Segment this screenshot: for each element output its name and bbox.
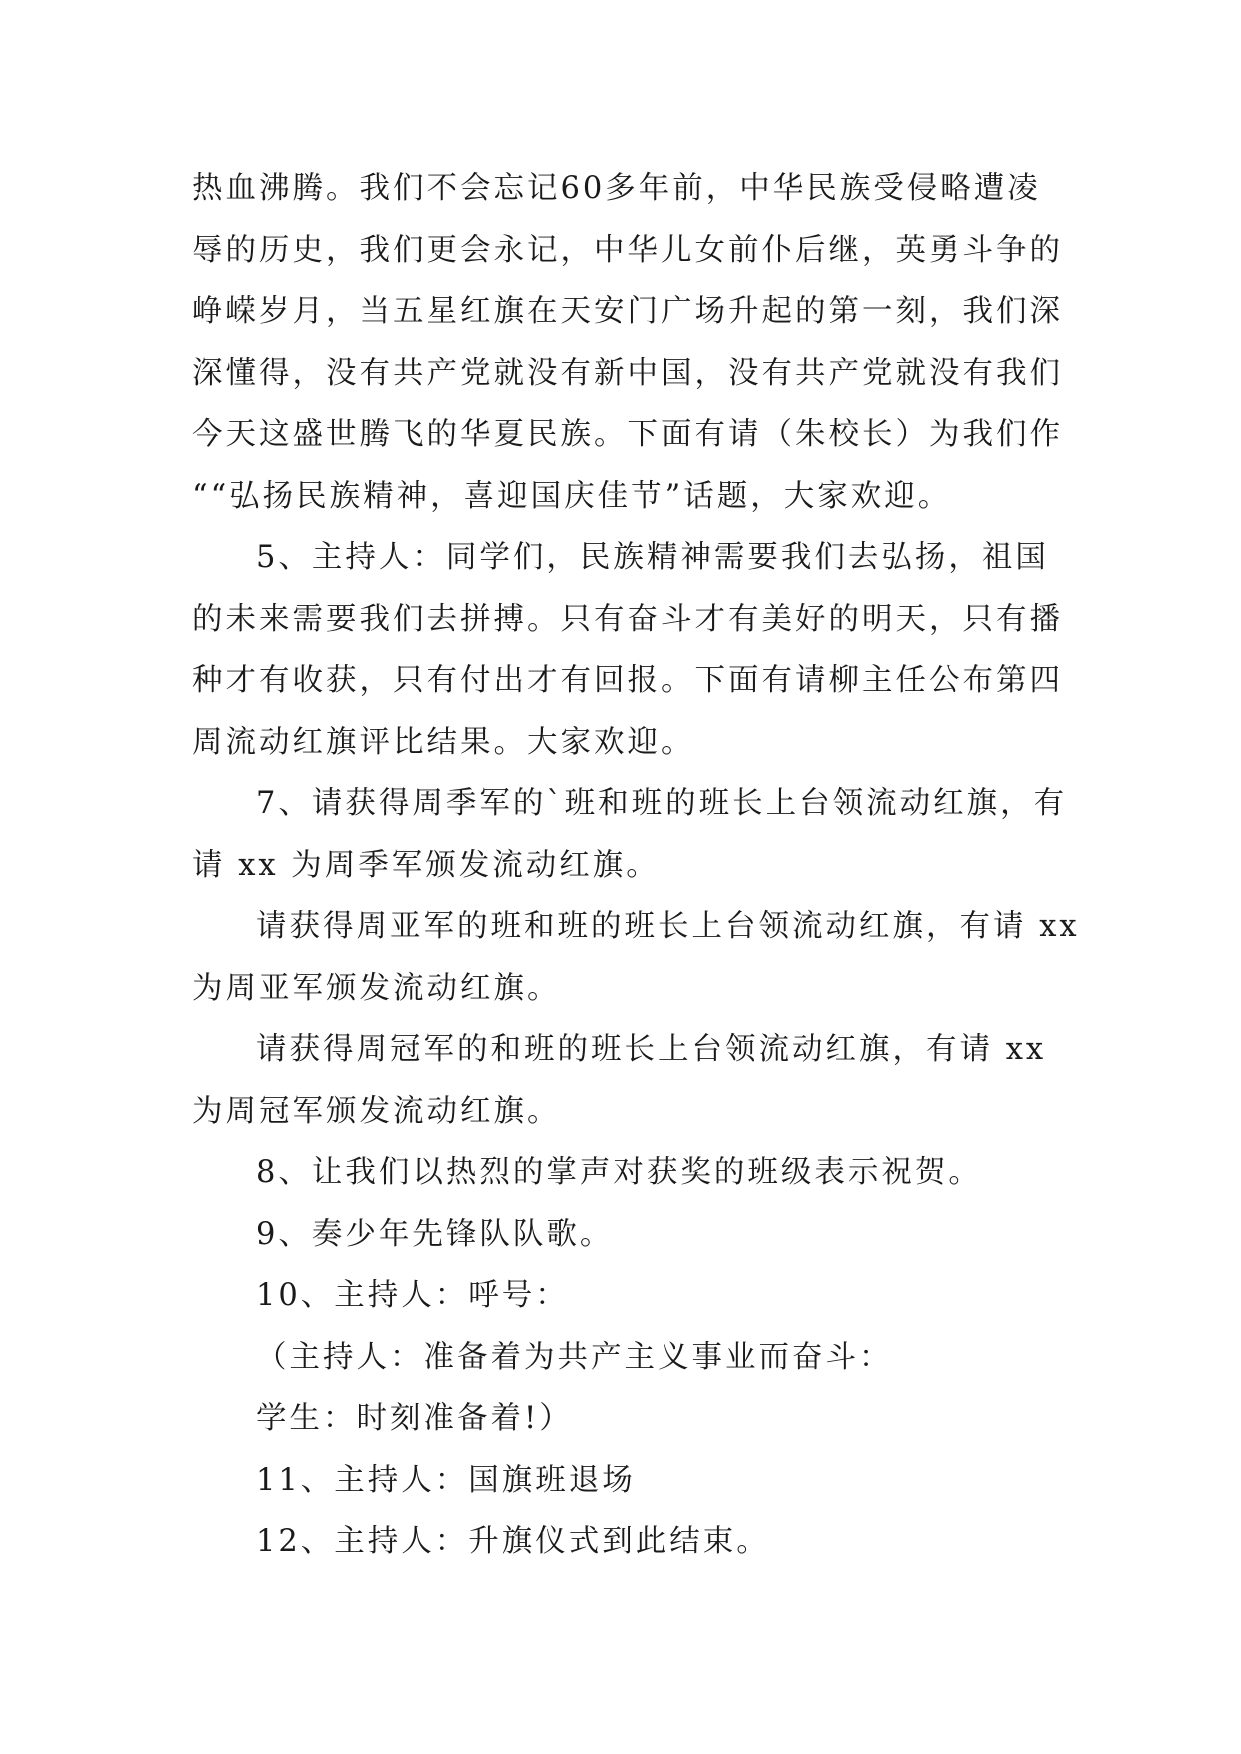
item-7-line: 7、请获得周季军的`班和班的班长上台领流动红旗，有 [256, 786, 1068, 821]
item-8-line: 8、让我们以热烈的掌声对获奖的班级表示祝贺。 [256, 1155, 982, 1190]
body-line: 种才有收获，只有付出才有回报。下面有请柳主任公布第四 [192, 663, 1063, 698]
item-11-line: 11、主持人：国旗班退场 [256, 1462, 636, 1498]
body-line: 为周亚军颁发流动红旗。 [192, 970, 561, 1006]
document-body [192, 158, 1080, 1573]
body-line: ““弘扬民族精神，喜迎国庆佳节”话题，大家欢迎。 [192, 478, 952, 514]
item-12-line: 12、主持人：升旗仪式到此结束。 [256, 1524, 770, 1559]
body-line: 请 xx 为周季军颁发流动红旗。 [192, 847, 660, 883]
champion-line: 请获得周冠军的和班的班长上台领流动红旗，有请 xx [256, 1032, 1047, 1067]
item-9-line: 9、奏少年先锋队队歌。 [256, 1216, 614, 1252]
body-line: 今天这盛世腾飞的华夏民族。下面有请（朱校长）为我们作 [192, 417, 1063, 452]
host-slogan-line: （主持人：准备着为共产主义事业而奋斗： [256, 1339, 893, 1375]
student-reply-line: 学生：时刻准备着!） [256, 1401, 573, 1436]
body-line: 辱的历史，我们更会永记，中华儿女前仆后继，英勇斗争的 [192, 232, 1063, 268]
body-line: 为周冠军颁发流动红旗。 [192, 1093, 561, 1129]
runner-up-line: 请获得周亚军的班和班的班长上台领流动红旗，有请 xx [256, 909, 1080, 944]
item-5-line: 5、主持人：同学们，民族精神需要我们去弘扬，祖国 [256, 540, 1049, 575]
body-line: 峥嵘岁月，当五星红旗在天安门广场升起的第一刻，我们深 [192, 294, 1063, 329]
body-line: 的未来需要我们去拼搏。只有奋斗才有美好的明天，只有播 [192, 601, 1063, 637]
body-line: 周流动红旗评比结果。大家欢迎。 [192, 724, 695, 760]
item-10-line: 10、主持人：呼号： [256, 1278, 569, 1313]
body-line: 深懂得，没有共产党就没有新中国，没有共产党就没有我们 [192, 355, 1063, 391]
body-line: 热血沸腾。我们不会忘记60多年前，中华民族受侵略遭凌 [192, 171, 1041, 206]
